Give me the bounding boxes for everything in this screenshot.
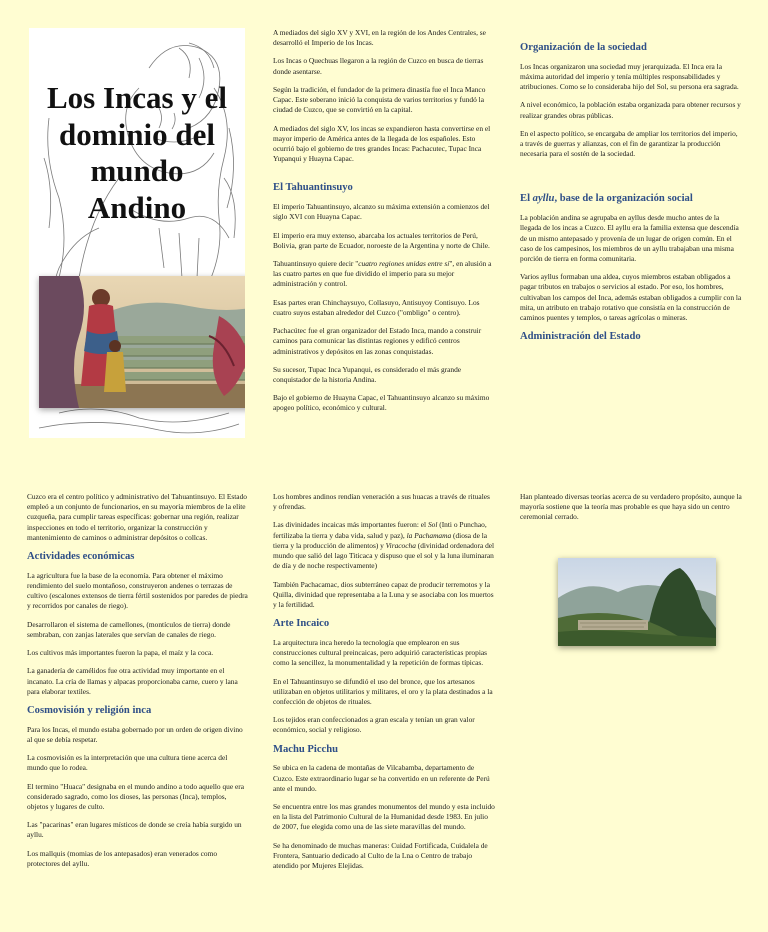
religion-paragraph: Los hombres andinos rendían veneración a sus huacas a través de rituales y ofrendas. bbox=[273, 492, 490, 512]
cover-panel bbox=[29, 28, 245, 438]
text-span: (divinidad ordenadora del mundo que salió del lago Titicaca y dispuso que el sol y la luna iluminaran de día y de noche respectivamente) bbox=[273, 540, 495, 571]
theory-paragraph: Han planteado diversas teorías acerca de su verdadero propósito, aunque la mayoría sostiene que la teoría mas probable es que haya sido un centro ceremonial cerrado. bbox=[520, 492, 742, 522]
emphasis: Sol bbox=[427, 520, 438, 530]
tahuantinsuyo-paragraph: Su sucesor, Tupac Inca Yupanqui, es considerado el más grande conquistador de la historia Andina. bbox=[273, 364, 462, 384]
cosmovision-paragraph: El termino "Huaca" designaba en el mundo andino a todo aquello que era considerado sagrado, como los dioses, las personas (Inca), templos, objetos y lugares de culto. bbox=[27, 781, 245, 811]
emphasis: la Pachamama bbox=[406, 530, 452, 540]
inca-family-painting bbox=[39, 276, 245, 408]
page2-column-left bbox=[27, 492, 249, 877]
tahuantinsuyo-paragraph: Bajo el gobierno de Huayna Capac, el Tahuantinsuyo alcanzo su máximo apogeo político, económico y cultural. bbox=[273, 393, 490, 413]
organizacion-paragraph: A nivel económico, la población estaba organizada para obtener recursos y realizar grandes obras públicas. bbox=[520, 100, 741, 120]
tahuantinsuyo-paragraph: Esas partes eran Chinchaysuyo, Collasuyo, Antisuyoy Contisuyo. Los cuatro suyos estaban alrededor del Cuzco ("ombligo" o centro). bbox=[273, 297, 480, 317]
arte-heading: Arte Incaico bbox=[273, 618, 330, 630]
emphasis: ayllu bbox=[532, 193, 555, 205]
emphasis: Viracocha bbox=[385, 540, 416, 550]
cosmovision-paragraph: Para los Incas, el mundo estaba gobernado por un orden de origen divino al que se debía respetar. bbox=[27, 724, 243, 744]
intro-paragraph: Los Incas o Quechuas llegaron a la región de Cuzco en busca de tierras donde asentarse. bbox=[273, 56, 484, 76]
intro-paragraph: Según la tradición, el fundador de la primera dinastía fue el Inca Manco Capac. Este soberano inició la conquista de varios territorios y fundó la ciudad de Cuzco, que se convirtió en la capital. bbox=[273, 84, 486, 115]
arte-paragraph: La arquitectura inca heredo la tecnología que emplearon en sus construcciones cultural preincaicas, pero adquirió características propias como la sencillez, la monumentalidad y la repetición de formas típicas. bbox=[273, 637, 488, 668]
administracion-heading: Administración del Estado bbox=[520, 331, 641, 343]
cover-title-line: mundo bbox=[90, 153, 184, 189]
ayllu-paragraph: La población andina se agrupaba en ayllus desde mucho antes de la llegada de los incas a Cuzco. El ayllu era la familia extensa que descendía de un mismo antepasado y provenía de un lugar de origen común. En el caso de los campesinos, los miembros de un ayllu trabajaban una misma porción de tierra en forma comunitaria. bbox=[520, 213, 739, 264]
ayllu-heading bbox=[520, 193, 742, 206]
religion-paragraph: También Pachacamac, dios subterráneo capaz de producir terremotos y la Quilla, divinidad que representaba a la Luna y se asociaba con los muertos y la fertilidad. bbox=[273, 579, 494, 609]
tahuantinsuyo-paragraph: El imperio Tahuantinsuyo, alcanzo su máxima extensión a comienzos del siglo XVI con Huayna Capac. bbox=[273, 202, 490, 222]
cosmovision-paragraph: La cosmovisión es la interpretación que una cultura tiene acerca del mundo que lo rodea. bbox=[27, 753, 228, 773]
page1-column-middle bbox=[273, 28, 495, 422]
organizacion-paragraph: En el aspecto político, se encargaba de ampliar los territorios del imperio, a través de guerras y alianzas, con el fin de garantizar la producción necesaria para el sostén de la sociedad. bbox=[520, 128, 738, 159]
page1-column-right bbox=[520, 42, 742, 351]
text-span: Tahuantinsuyo quiere decir " bbox=[273, 258, 359, 268]
machu-picchu-paragraph: Se ha denominado de muchas maneras: Cuidad Fortificada, Cuidalela de Frontera, Santuario dedicado al Culto de la Lna o Centro de trabajo atendido por Mujeres Elejidas. bbox=[273, 840, 488, 871]
page2-column-right bbox=[520, 492, 742, 531]
text-span: ", en alusión a las cuatro partes en que fue dividido el imperio para su mejor administración y control. bbox=[273, 258, 492, 289]
intro-paragraph: A mediados del siglo XV, los incas se expandieron hasta convertirse en el mayor imperio de América antes de la llegada de los españoles. Esto ocurrió bajo el gobierno de tres grandes Incas: Pachacutec, Tupac Inca Yupanqui y Huayna Capac. bbox=[273, 123, 491, 164]
text-span: Las divinidades incaicas más importantes fueron: el bbox=[273, 520, 428, 530]
actividades-heading: Actividades económicas bbox=[27, 551, 135, 563]
tahuantinsuyo-heading: El Tahuantinsuyo bbox=[273, 182, 353, 194]
cover-title bbox=[29, 80, 245, 226]
machu-picchu-paragraph: Se ubica en la cadena de montañas de Vilcabamba, departamento de Cuzco. Este extraordinario lugar se ha convertido en un referente de Perú ante el mundo. bbox=[273, 763, 490, 793]
cover-title-line: Los Incas y el bbox=[47, 80, 227, 115]
text-span: (diosa de la tierra y la producción de alimentos) y bbox=[273, 530, 488, 550]
actividades-paragraph: Los cultivos más importantes fueron la papa, el maíz y la coca. bbox=[27, 648, 214, 658]
cosmovision-heading: Cosmovisión y religión inca bbox=[27, 704, 152, 716]
organizacion-paragraph: Los Incas organizaron una sociedad muy jerarquizada. El Inca era la máxima autoridad del imperio y tenía múltiples responsabilidades y atribuciones. Como se lo consideraba hijo del Sol, su persona era sagrada. bbox=[520, 61, 739, 92]
arte-paragraph: En el Tahuantinsuyo se difundió el uso del bronce, que los artesanos utilizaban en objetos utilitarios y militares, el oro y la plata destinados a la confección de objetos de rituales. bbox=[273, 676, 493, 706]
machu-picchu-heading: Machu Picchu bbox=[273, 743, 339, 755]
intro-paragraph: A mediados del siglo XV y XVI, en la región de los Andes Centrales, se desarrolló el Imperio de los Incas. bbox=[273, 28, 486, 48]
cosmovision-paragraph: Los mallquis (momias de los antepasados) eran venerados como protectores del ayllu. bbox=[27, 848, 218, 868]
emphasis: cuatro regiones unidas entre sí bbox=[358, 258, 450, 268]
tahuantinsuyo-paragraph: Pachacútec fue el gran organizador del Estado Inca, mando a construir caminos para comunicar las distintas regiones y edificó centros administrativos y depósitos en las zonas conquistadas. bbox=[273, 326, 482, 356]
tahuantinsuyo-paragraph bbox=[273, 259, 495, 290]
religion-paragraph bbox=[273, 520, 495, 571]
administracion-paragraph: Cuzco era el centro político y administrativo del Tahuantinsuyo. El Estado empleó a un conjunto de funcionarios, en su mayoría miembros de la elite cuzqueña, para cumplir tareas específicas: gobernar una región, realizar inspecciones en todo el territorio, organizar la construcción y mantenimiento de caminos o administrar depósitos o collcas. bbox=[27, 492, 247, 542]
arte-paragraph: Los tejidos eran confeccionados a gran escala y tenían un gran valor económico, social y religioso. bbox=[273, 715, 475, 735]
ayllu-paragraph: Varios ayllus formaban una aldea, cuyos miembros estaban obligados a pagar tributos en trabajos o servicios al estado. Por eso, los hombres, cultivaban los campos del Inca, además estaban obligados a cumplir con la mita, un atributo en trabajo rotativo que consistía en la construcción de caminos puentes y templos, o tareas agrícolas o mineras. bbox=[520, 272, 742, 323]
tahuantinsuyo-paragraph: El imperio era muy extenso, abarcaba los actuales territorios de Perú, Bolivia, gran parte de Ecuador, noroeste de la Argentina y norte de Chile. bbox=[273, 230, 490, 250]
organizacion-heading: Organización de la sociedad bbox=[520, 42, 647, 53]
machu-picchu-photo bbox=[558, 558, 716, 646]
page2-column-middle bbox=[273, 492, 495, 879]
text-span: El bbox=[520, 193, 533, 205]
cosmovision-paragraph: Las "pacarinas" eran lugares místicos de donde se creía había surgido un ayllu. bbox=[27, 820, 242, 840]
actividades-paragraph: La agricultura fue la base de la economía. Para obtener el máximo rendimiento del suelo montañoso, construyeron andenes o terrazas de cultivo (escalones extensos de tierra fértil sostenidos por paredes de piedra y recorridos por canales de riego). bbox=[27, 570, 248, 611]
text-span: , base de la organización social bbox=[554, 193, 693, 205]
actividades-paragraph: La ganadería de camélidos fue otra actividad muy importante en el incanato. La cría de llamas y alpacas proporcionaba carne, cuero y lana para elaborar textiles. bbox=[27, 666, 238, 696]
actividades-paragraph: Desarrollaron el sistema de camellones, (montículos de tierra) donde sembraban, con zanjas laterales que servían de canales de riego. bbox=[27, 619, 231, 639]
text-span: (Inti o Punchao, fertilizaba la tierra y daba vida, salud y paz), bbox=[273, 520, 487, 540]
cover-title-line: Andino bbox=[87, 189, 187, 225]
machu-picchu-paragraph: Se encuentra entre los mas grandes monumentos del mundo y esta incluido en la lista del Patrimonio Cultural de la Humanidad desde 1983. En julio de 2007, fue elegida como una de las siete maravillas del mundo. bbox=[273, 802, 495, 832]
cover-title-line: dominio del bbox=[59, 116, 215, 152]
